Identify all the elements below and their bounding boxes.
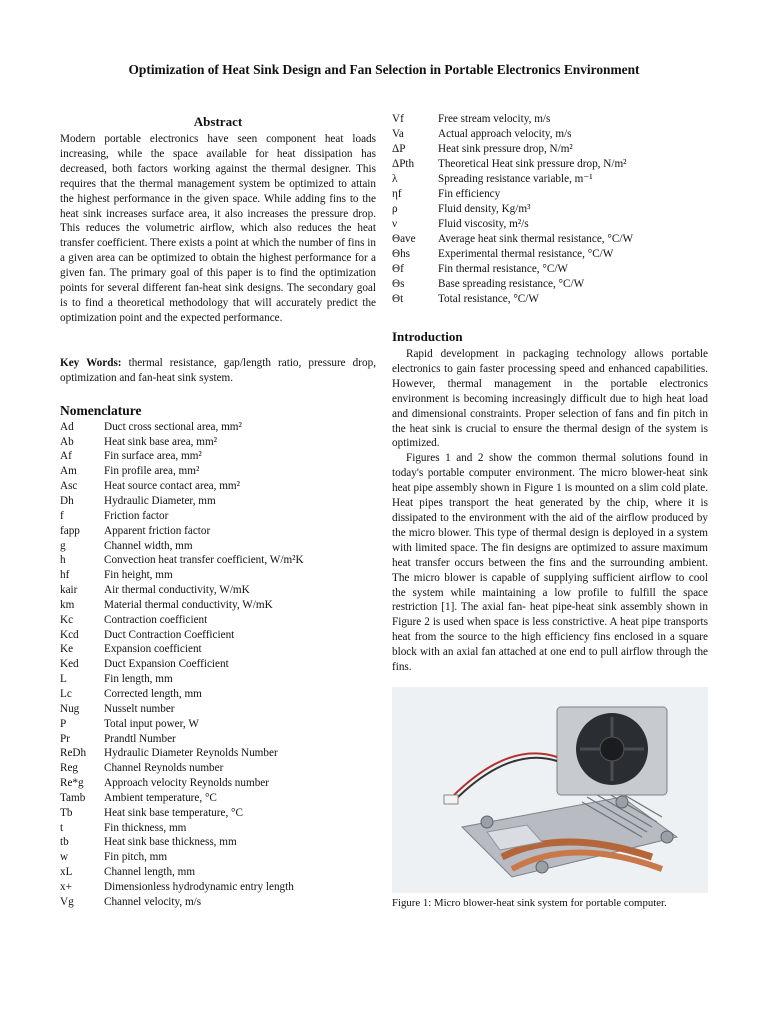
nomenclature-row xyxy=(60,761,376,776)
nomenclature-definition: Fluid viscosity, m²/s xyxy=(438,218,529,230)
nomenclature-symbol: Kcd xyxy=(60,628,79,641)
nomenclature-definition: Base spreading resistance, °C/W xyxy=(438,278,585,290)
nomenclature-row xyxy=(60,435,376,450)
nomenclature-row xyxy=(392,247,708,262)
nomenclature-row xyxy=(60,628,376,643)
nomenclature-definition: Channel length, mm xyxy=(104,866,196,879)
nomenclature-row xyxy=(60,717,376,732)
nomenclature-definition: Heat sink base area, mm² xyxy=(104,435,218,448)
nomenclature-row xyxy=(60,835,376,850)
nomenclature-definition: Prandtl Number xyxy=(104,732,176,745)
nomenclature-row xyxy=(60,806,376,821)
nomenclature-row xyxy=(60,642,376,657)
nomenclature-definition: Fin pitch, mm xyxy=(104,851,168,864)
nomenclature-row xyxy=(60,420,376,435)
nomenclature-row xyxy=(60,687,376,702)
nomenclature-definition: Theoretical Heat sink pressure drop, N/m² xyxy=(438,158,627,170)
nomenclature-definition: Nusselt number xyxy=(104,702,175,715)
nomenclature-definition: Channel width, mm xyxy=(104,539,193,552)
nomenclature-symbol: Vg xyxy=(60,895,74,908)
nomenclature-symbol: g xyxy=(60,539,66,552)
nomenclature-symbol: Dh xyxy=(60,495,74,507)
nomenclature-symbol: Asc xyxy=(60,480,78,493)
nomenclature-symbol: Pr xyxy=(60,732,70,745)
nomenclature-row xyxy=(60,880,376,895)
nomenclature-row xyxy=(392,142,708,157)
nomenclature-symbol: λ xyxy=(392,173,398,185)
nomenclature-row xyxy=(60,672,376,687)
nomenclature-symbol: tb xyxy=(60,836,69,849)
nomenclature-definition: Expansion coefficient xyxy=(104,643,202,656)
keywords xyxy=(60,356,376,386)
nomenclature-row xyxy=(60,449,376,464)
nomenclature-definition: Channel Reynolds number xyxy=(104,762,224,775)
nomenclature-symbol: Re*g xyxy=(60,777,84,790)
nomenclature-definition: Approach velocity Reynolds number xyxy=(104,777,269,790)
nomenclature-row xyxy=(60,895,376,910)
figure-1-image xyxy=(392,687,708,893)
nomenclature-symbol: Ab xyxy=(60,435,74,448)
nomenclature-definition: Fin efficiency xyxy=(438,188,501,200)
nomenclature-row xyxy=(60,865,376,880)
nomenclature-definition: Fluid density, Kg/m³ xyxy=(438,203,531,215)
nomenclature-definition: Free stream velocity, m/s xyxy=(438,113,551,125)
nomenclature-row xyxy=(60,821,376,836)
nomenclature-definition: Apparent friction factor xyxy=(104,524,211,537)
nomenclature-row xyxy=(60,746,376,761)
nomenclature-symbol: Vf xyxy=(392,113,404,125)
nomenclature-symbol: ρ xyxy=(392,203,398,215)
nomenclature-symbol: Θave xyxy=(392,233,416,245)
nomenclature-definition: Fin thickness, mm xyxy=(104,821,187,834)
nomenclature-symbol: km xyxy=(60,598,75,611)
nomenclature-row xyxy=(60,464,376,479)
nomenclature-symbol: f xyxy=(60,509,64,522)
introduction-paragraph-1: Rapid development in packaging technology allows portable electronics to gain faster processing speed and enhanced capabilities. However, thermal management in the portable electronics environment is becoming increasingly difficult due to high heat load and dimensional constraints. Proper selection of fans and fin pitch in the heat sink is crucial to ensure the thermal design of the system is optimized. xyxy=(392,348,708,450)
nomenclature-row xyxy=(60,553,376,568)
nomenclature-row xyxy=(60,524,376,539)
nomenclature-row xyxy=(392,172,708,187)
nomenclature-row xyxy=(60,776,376,791)
nomenclature-symbol: Nug xyxy=(60,702,80,715)
nomenclature-definition: Fin surface area, mm² xyxy=(104,450,202,463)
nomenclature-definition: Total resistance, °C/W xyxy=(438,293,539,305)
paper-title: Optimization of Heat Sink Design and Fan Selection in Portable Electronics Environment xyxy=(128,62,640,77)
nomenclature-definition: Air thermal conductivity, W/mK xyxy=(104,584,250,597)
nomenclature-definition: Fin length, mm xyxy=(104,673,173,686)
nomenclature-definition: Heat sink pressure drop, N/m² xyxy=(438,143,573,155)
nomenclature-symbol: Θs xyxy=(392,278,405,290)
nomenclature-row xyxy=(60,657,376,672)
nomenclature-definition: Duct cross sectional area, mm² xyxy=(104,420,242,433)
nomenclature-row xyxy=(392,292,708,307)
nomenclature-row xyxy=(392,112,708,127)
keywords-label: Key Words: xyxy=(60,356,122,369)
nomenclature-symbol: Af xyxy=(60,450,72,463)
introduction-heading: Introduction xyxy=(392,329,463,344)
nomenclature-row xyxy=(392,217,708,232)
nomenclature-symbol: Ke xyxy=(60,643,74,656)
nomenclature-symbol: xL xyxy=(60,866,73,879)
nomenclature-heading: Nomenclature xyxy=(60,402,142,418)
nomenclature-symbol: h xyxy=(60,554,66,567)
nomenclature-symbol: ReDh xyxy=(60,747,87,760)
nomenclature-row xyxy=(60,539,376,554)
nomenclature-row xyxy=(392,157,708,172)
figure-1-caption: Figure 1: Micro blower-heat sink system for portable computer. xyxy=(392,896,667,909)
nomenclature-definition: Average heat sink thermal resistance, °C/W xyxy=(438,233,633,245)
nomenclature-symbol: Va xyxy=(392,128,404,140)
nomenclature-definition: Material thermal conductivity, W/mK xyxy=(104,598,273,611)
nomenclature-row xyxy=(392,232,708,247)
nomenclature-row xyxy=(60,568,376,583)
nomenclature-symbol: kair xyxy=(60,584,78,597)
nomenclature-symbol: hf xyxy=(60,569,70,582)
abstract-heading: Abstract xyxy=(193,114,243,129)
nomenclature-symbol: Θhs xyxy=(392,248,411,260)
nomenclature-symbol: ΔPth xyxy=(392,158,415,170)
nomenclature-definition: Actual approach velocity, m/s xyxy=(438,128,572,140)
nomenclature-row xyxy=(392,262,708,277)
nomenclature-list-right xyxy=(392,112,708,307)
nomenclature-definition: Fin thermal resistance, °C/W xyxy=(438,263,568,275)
nomenclature-definition: Total input power, W xyxy=(104,717,199,730)
nomenclature-symbol: Ked xyxy=(60,658,79,671)
nomenclature-symbol: Reg xyxy=(60,762,79,775)
nomenclature-row xyxy=(392,277,708,292)
nomenclature-row xyxy=(60,850,376,865)
nomenclature-row xyxy=(60,583,376,598)
nomenclature-definition: Fin height, mm xyxy=(104,569,173,582)
nomenclature-row xyxy=(60,702,376,717)
nomenclature-definition: Heat sink base temperature, °C xyxy=(104,806,243,819)
right-column xyxy=(392,112,708,909)
nomenclature-definition: Channel velocity, m/s xyxy=(104,895,202,908)
nomenclature-symbol: fapp xyxy=(60,524,80,537)
nomenclature-definition: Heat source contact area, mm² xyxy=(104,480,240,493)
nomenclature-symbol: ΔP xyxy=(392,143,406,155)
nomenclature-row xyxy=(60,509,376,524)
nomenclature-row xyxy=(60,613,376,628)
nomenclature-symbol: ν xyxy=(392,218,398,230)
nomenclature-definition: Corrected length, mm xyxy=(104,687,202,700)
nomenclature-definition: Convection heat transfer coefficient, W/m²K xyxy=(104,554,304,567)
nomenclature-definition: Friction factor xyxy=(104,509,169,522)
nomenclature-definition: Heat sink base thickness, mm xyxy=(104,836,237,849)
nomenclature-symbol: Am xyxy=(60,465,77,478)
nomenclature-definition: Duct Expansion Coefficient xyxy=(104,658,229,671)
nomenclature-symbol: Tb xyxy=(60,806,73,819)
nomenclature-row xyxy=(60,598,376,613)
nomenclature-row xyxy=(392,127,708,142)
nomenclature-symbol: ηf xyxy=(392,188,402,200)
nomenclature-symbol: Tamb xyxy=(60,791,86,804)
nomenclature-definition: Hydraulic Diameter, mm xyxy=(104,495,216,507)
nomenclature-row xyxy=(392,202,708,217)
abstract-text: Modern portable electronics have seen component heat loads increasing, while the space available for heat dissipation has decreased, both factors working against the thermal designer. This requires that the thermal management system be optimized to attain the highest performance in the given space. While adding fins to the heat sink increases surface area, it also increases the pressure drop. This reduces the volumetric airflow, which also reduces the heat transfer coefficient. There exists a point at which the number of fins in a given area can be optimized to obtain the highest performance for a given fan. The primary goal of this paper is to find the optimization points for several different fan-heat sink designs. The secondary goal is to find a theoretical methodology that will accurately predict the optimization point and the expected performance. xyxy=(60,133,376,324)
nomenclature-symbol: Ad xyxy=(60,420,74,433)
nomenclature-symbol: w xyxy=(60,851,69,864)
nomenclature-symbol: x+ xyxy=(60,880,72,893)
nomenclature-symbol: Lc xyxy=(60,687,72,700)
nomenclature-symbol: t xyxy=(60,821,64,834)
nomenclature-row xyxy=(60,494,376,509)
nomenclature-definition: Experimental thermal resistance, °C/W xyxy=(438,248,614,260)
nomenclature-definition: Contraction coefficient xyxy=(104,613,208,626)
nomenclature-row xyxy=(60,791,376,806)
heat-sink-illustration xyxy=(392,687,708,893)
nomenclature-row xyxy=(60,479,376,494)
nomenclature-definition: Duct Contraction Coefficient xyxy=(104,628,235,641)
nomenclature-symbol: L xyxy=(60,673,67,686)
nomenclature-symbol: Θf xyxy=(392,263,404,275)
nomenclature-definition: Spreading resistance variable, m⁻¹ xyxy=(438,173,593,185)
nomenclature-symbol: Kc xyxy=(60,613,74,626)
nomenclature-row xyxy=(392,187,708,202)
nomenclature-definition: Hydraulic Diameter Reynolds Number xyxy=(104,747,278,760)
nomenclature-definition: Fin profile area, mm² xyxy=(104,465,200,478)
nomenclature-symbol: P xyxy=(60,717,67,730)
nomenclature-row xyxy=(60,732,376,747)
keywords-text: thermal resistance, gap/length ratio, pressure drop, optimization and fan-heat sink system. xyxy=(60,356,376,384)
nomenclature-symbol: Θt xyxy=(392,293,404,305)
left-column xyxy=(60,112,376,910)
nomenclature-definition: Ambient temperature, °C xyxy=(104,791,217,804)
introduction-paragraph-2: Figures 1 and 2 show the common thermal solutions found in today's portable computer environment. The micro blower-heat sink heat pipe assembly shown in Figure 1 is mounted on a slim cold plate. Heat pipes transport the heat generated by the chip, where it is dissipated to the environment with the aid of the airflow produced by the micro blower. This type of thermal design is deployed in a system with limited space. The fin designs are optimized to assure maximum heat transfer occurs between the fins and the surrounding ambient. The micro blower is capable of supplying sufficient airflow to cool the system while maintaining a low profile to fulfill the space restriction [1]. The axial fan- heat pipe-heat sink assembly shown in Figure 2 is used when space is less constrictive. A heat pipe transports heat from the source to the high efficiency fins enclosed in a square block with an axial fan attached at one end to pull airflow through the fins. xyxy=(392,452,708,674)
nomenclature-list-left xyxy=(60,420,376,910)
nomenclature-definition: Dimensionless hydrodynamic entry length xyxy=(104,880,294,893)
